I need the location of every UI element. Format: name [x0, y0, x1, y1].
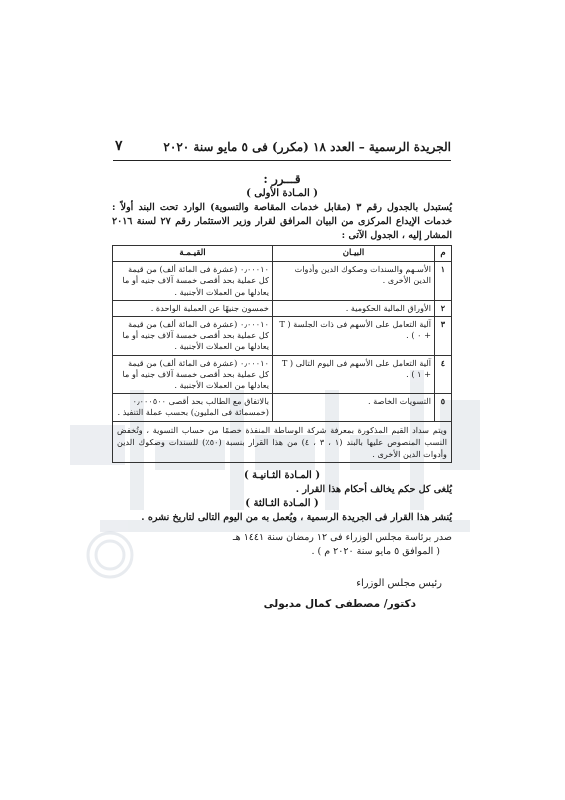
row-description: التسويات الخاصة .: [273, 394, 435, 421]
page-header: [113, 138, 451, 161]
table-header-row: [113, 246, 452, 262]
article-2-text: يُلغى كل حكم يخالف أحكام هذا القرار .: [295, 483, 452, 495]
row-value: خمسون جنيهًا عن العملية الواحدة .: [113, 300, 273, 316]
row-num: ١: [435, 262, 452, 301]
row-value: ٠٫٠٠٠١٠ (عشرة فى المائة ألف) من قيمة كل عملية بحد أقصى خمسة آلاف جنيه أو ما يعادلها من العملات الأجنبية .: [113, 355, 273, 394]
table-row: [113, 262, 452, 301]
row-num: ٣: [435, 317, 452, 356]
row-description: آلية التعامل على الأسهم فى ذات الجلسة ( T + ٠ ) .: [273, 317, 435, 356]
row-value: ٠٫٠٠٠١٠ (عشرة فى المائة ألف) من قيمة كل عملية بحد أقصى خمسة آلاف جنيه أو ما يعادلها من العملات الأجنبية .: [113, 317, 273, 356]
issued-line-1: صدر برئاسة مجلس الوزراء فى ١٢ رمضان سنة ١٤٤١ هـ: [232, 531, 452, 543]
table-row: [113, 317, 452, 356]
table-note: ويتم سداد القيم المذكورة بمعرفة شركة الوساطة المنفذة خصمًا من حساب التسوية ، وتُخفض النسب المنصوص عليها بالبند (١ ، ٣ ، ٤) من هذا القرار بنسبة (٥٠٪) للسندات وصكوك الدين وأدوات الدين الأخرى .: [112, 422, 452, 463]
article-1-title: ( المـادة الأولى ): [246, 188, 318, 199]
article-2-title: ( المـادة الثـانيـة ): [243, 469, 321, 481]
table-row: [113, 355, 452, 394]
article-3-text: يُنشر هذا القرار فى الجريدة الرسمية ، ويُعمل به من اليوم التالى لتاريخ نشره .: [141, 511, 452, 523]
table-row: [113, 394, 452, 421]
header-value: القيـمـة: [113, 246, 273, 262]
row-num: ٢: [435, 300, 452, 316]
article-1-text: يُستبدل بالجدول رقم ٣ (مقابل خدمات المقاصة والتسوية) الوارد تحت البند أولاً : خدمات الإيداع المركزى من البيان المرافق لقرار وزير الاستثمار رقم ٢٧ لسنة ٢٠١٦ المشار إليه ، الجدول الآتى :: [112, 202, 452, 241]
header-description: البيـان: [273, 246, 435, 262]
row-description: آلية التعامل على الأسهم فى اليوم التالى ( T + ١ ) .: [273, 355, 435, 394]
page-number: ٧: [115, 138, 123, 154]
row-num: ٤: [435, 355, 452, 394]
gazette-title: الجريدة الرسمية – العدد ١٨ (مكرر) فى ٥ مايو سنة ٢٠٢٠: [163, 140, 451, 154]
row-description: الأسـهم والسندات وصكوك الدين وأدوات الدين الأخرى .: [273, 262, 435, 301]
signatory-name: دكتور/ مصطفى كمال مدبولى: [263, 597, 416, 610]
row-value: ٠٫٠٠٠١٠ (عشرة فى المائة ألف) من قيمة كل عملية بحد أقصى خمسة آلاف جنيه أو ما يعادلها من العملات الأجنبية .: [113, 262, 273, 301]
issued-block: [112, 531, 452, 559]
issued-line-2: ( الموافق ٥ مايو سنة ٢٠٢٠ م ) .: [311, 545, 440, 557]
header-num: م: [435, 246, 452, 262]
row-description: الأوراق المالية الحكومية .: [273, 300, 435, 316]
row-value: بالاتفاق مع الطالب بحد أقصى ٠٫٠٠٠٥٠٠ (خمسمائة فى المليون) بحسب عملة التنفيذ .: [113, 394, 273, 421]
fees-table: [112, 245, 452, 422]
table-row: [113, 300, 452, 316]
row-num: ٥: [435, 394, 452, 421]
decision-heading: قـــرر :: [263, 172, 301, 186]
article-3-title: ( المـادة الثـالثة ): [245, 497, 319, 509]
document-body: [112, 172, 452, 611]
signatory-title: رئيس مجلس الوزراء: [356, 577, 442, 589]
